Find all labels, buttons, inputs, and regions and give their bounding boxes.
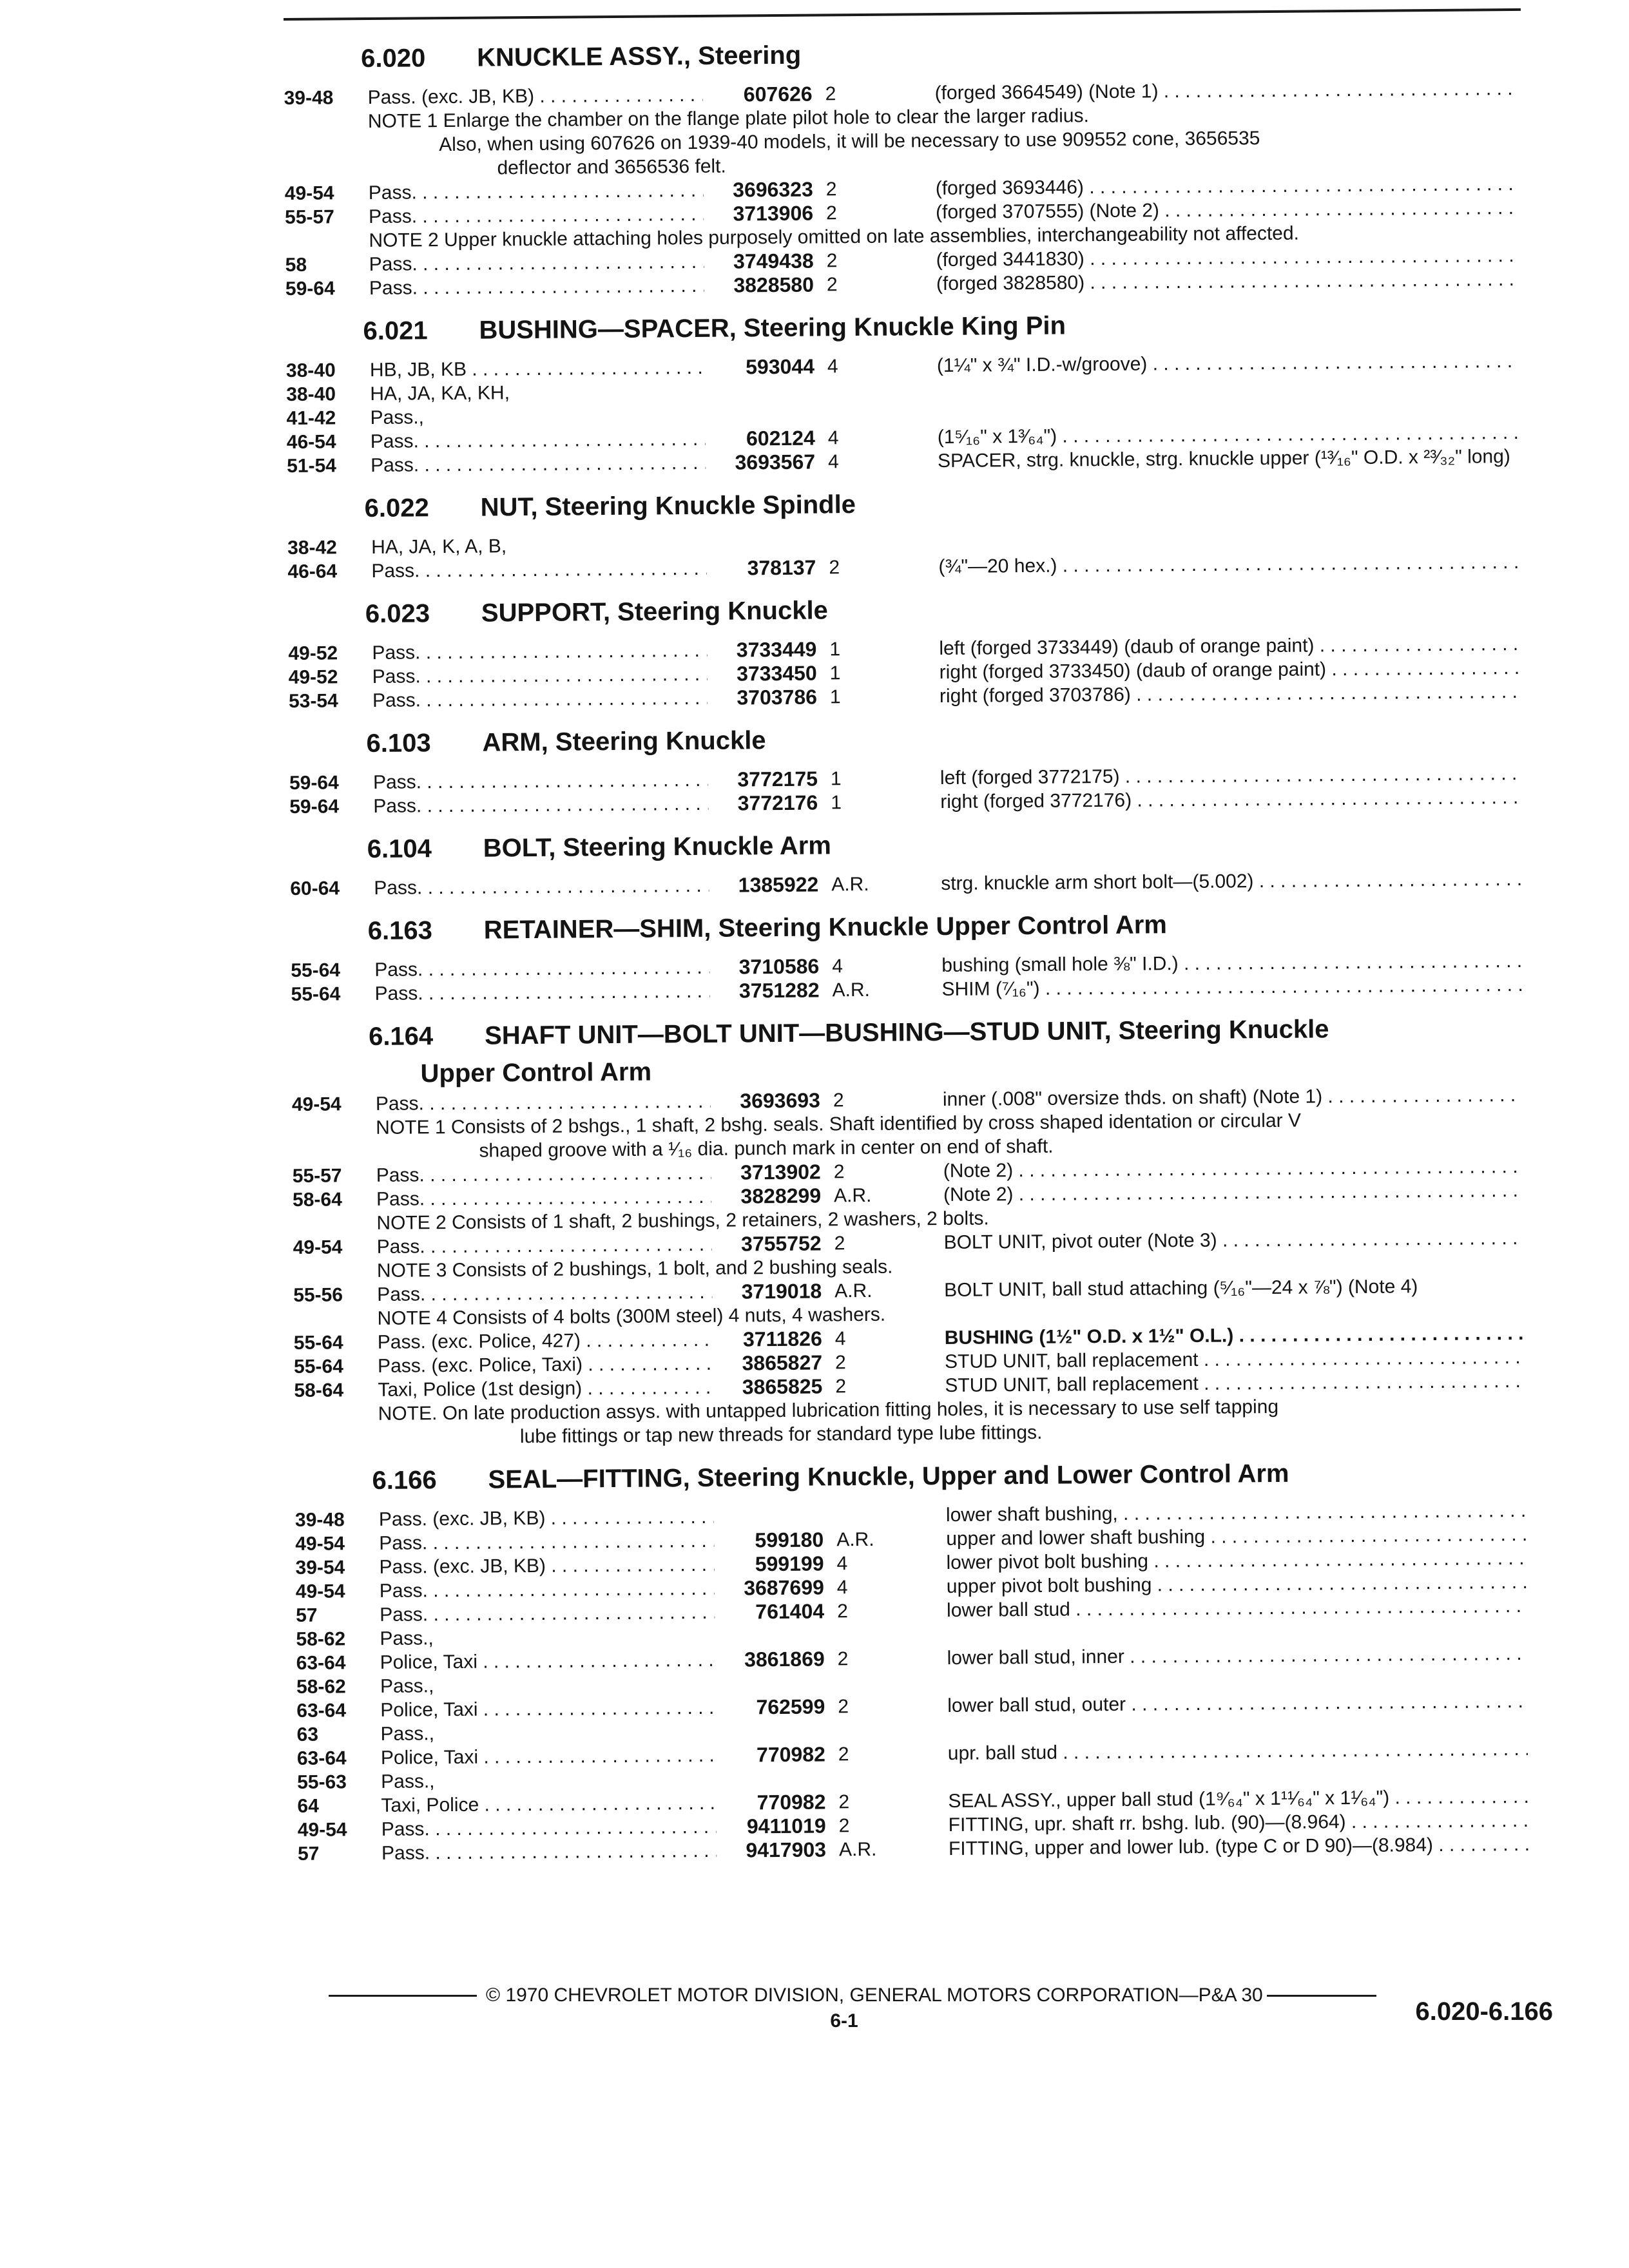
model-desc: Pass. . . . xyxy=(369,250,704,276)
section-number: 6.022 xyxy=(364,494,429,523)
note-line: NOTE 1 Enlarge the chamber on the flange plate pilot hole to clear the larger radius. xyxy=(367,105,1090,132)
model-desc: Pass. . . . xyxy=(373,768,708,794)
year-range: 55-64 xyxy=(293,1356,343,1378)
quantity: 1 xyxy=(829,686,841,708)
model-desc: Police, Taxi . . . xyxy=(381,1744,716,1770)
model-desc: Pass. . . . xyxy=(371,427,706,454)
part-note: (forged 3707555) (Note 2) . . . xyxy=(891,196,1516,225)
quantity: 4 xyxy=(827,427,839,449)
quantity: 4 xyxy=(827,451,839,473)
model-desc: Pass. (exc. JB, KB) . . . xyxy=(367,83,702,110)
part-note: (forged 3664549) (Note 1) . . . xyxy=(889,77,1514,106)
part-number: 761404 xyxy=(755,1599,825,1624)
year-range: 55-64 xyxy=(291,983,341,1005)
quantity: 2 xyxy=(829,557,840,579)
year-range: 55-64 xyxy=(293,1332,343,1354)
part-number: 602124 xyxy=(746,426,815,450)
section-number: 6.163 xyxy=(367,916,433,946)
part-number: 3693567 xyxy=(735,450,816,474)
part-number: 593044 xyxy=(746,354,815,379)
year-range: 41-42 xyxy=(286,407,336,429)
year-range: 46-64 xyxy=(287,561,338,582)
section-title: SUPPORT, Steering Knuckle xyxy=(481,596,829,628)
quantity: A.R. xyxy=(836,1528,874,1551)
model-desc: Pass., xyxy=(380,1628,434,1649)
quantity: A.R. xyxy=(831,873,869,896)
quantity: 2 xyxy=(834,1352,846,1374)
year-range: 49-54 xyxy=(291,1093,342,1115)
model-desc: Pass. . . . xyxy=(369,274,704,300)
quantity: 2 xyxy=(833,1161,845,1183)
part-note: strg. knuckle arm short bolt—(5.002) . . . xyxy=(896,867,1521,896)
model-desc: Pass. . . . xyxy=(373,792,708,818)
part-number: 770982 xyxy=(756,1742,825,1767)
footer-line xyxy=(329,1984,1553,2006)
year-range: 63-64 xyxy=(296,1700,347,1722)
part-note: SPACER, strg. knuckle, strg. knuckle upper (¹³⁄₁₆" O.D. x ²³⁄₃₂" long) xyxy=(937,446,1510,472)
part-note: lower shaft bushing, . . . xyxy=(901,1499,1526,1528)
part-number: 3865825 xyxy=(742,1374,823,1399)
part-number: 3710586 xyxy=(738,954,820,979)
year-range: 63-64 xyxy=(296,1652,346,1674)
part-note: upr. ball stud . . . xyxy=(903,1737,1528,1766)
part-note: STUD UNIT, ball replacement . . . xyxy=(900,1345,1525,1374)
model-desc: Pass., xyxy=(370,407,425,428)
quantity: A.R. xyxy=(833,1184,872,1207)
page-footer xyxy=(329,1984,1553,2032)
model-desc: HA, JA, K, A, B, xyxy=(371,535,507,558)
quantity: 4 xyxy=(836,1577,848,1599)
page-number: 6-1 xyxy=(830,2010,858,2032)
quantity: 2 xyxy=(826,274,838,296)
part-note: (¾"—20 hex.) . . . xyxy=(893,550,1518,579)
part-number: 3772175 xyxy=(737,767,818,791)
section-title: RETAINER—SHIM, Steering Knuckle Upper Control Arm xyxy=(483,910,1168,945)
model-desc: Taxi, Police . . . xyxy=(381,1791,716,1818)
note-line: shaped groove with a ¹⁄₁₆ dia. punch mark in center on end of shaft. xyxy=(479,1135,1054,1162)
part-note: SEAL ASSY., upper ball stud (1⁹⁄₆₄" x 1¹¹⁄₆₄" x 1¹⁄₆₄") . . . xyxy=(903,1785,1528,1814)
year-range: 49-54 xyxy=(284,182,334,204)
year-range: 57 xyxy=(296,1604,318,1626)
note-line: Also, when using 607626 on 1939-40 models, it will be necessary to use 909552 cone, 3656535 xyxy=(439,128,1260,156)
section-number: 6.166 xyxy=(372,1466,437,1495)
quantity: 1 xyxy=(829,662,841,684)
quantity: 2 xyxy=(837,1648,849,1670)
part-note: BUSHING (1½" O.D. x 1½" O.L.) . . . xyxy=(900,1321,1525,1350)
quantity: 4 xyxy=(834,1328,846,1350)
quantity: 2 xyxy=(838,1791,850,1813)
part-note: right (forged 3703786) . . . xyxy=(894,680,1519,709)
model-desc: Pass. . . . xyxy=(379,1529,714,1555)
model-desc: Pass. . . . xyxy=(380,1600,715,1627)
year-range: 57 xyxy=(297,1843,320,1865)
part-number: 3713906 xyxy=(733,201,814,226)
model-desc: Pass. . . . xyxy=(374,956,709,982)
quantity: 1 xyxy=(830,768,842,790)
model-desc: Pass. . . . xyxy=(369,178,704,205)
year-range: 58-64 xyxy=(294,1379,344,1401)
part-note: SHIM (⁷⁄₁₆") . . . xyxy=(896,973,1521,1002)
quantity: 4 xyxy=(827,356,838,378)
model-desc: Pass. . . . xyxy=(376,1185,711,1211)
year-range: 58-62 xyxy=(296,1676,346,1698)
part-number: 770982 xyxy=(757,1790,826,1814)
year-range: 55-56 xyxy=(293,1284,343,1306)
part-number: 607626 xyxy=(743,82,813,106)
part-number: 9417903 xyxy=(746,1838,827,1862)
quantity: 2 xyxy=(838,1696,849,1718)
model-desc: Pass. (exc. JB, KB) . . . xyxy=(379,1505,714,1532)
part-note: right (forged 3772176) . . . xyxy=(895,785,1520,814)
section-6-163 xyxy=(291,908,1554,1006)
section-title: SHAFT UNIT—BOLT UNIT—BUSHING—STUD UNIT, Steering Knuckle xyxy=(484,1015,1329,1050)
part-number: 3733449 xyxy=(736,637,817,662)
section-number: 6.020 xyxy=(360,44,426,73)
model-desc: HA, JA, KA, KH, xyxy=(370,382,510,405)
quantity: 2 xyxy=(826,250,838,272)
section-number: 6.023 xyxy=(365,599,430,629)
model-desc: Pass. . . . xyxy=(372,639,707,665)
part-number: 3693693 xyxy=(740,1088,821,1113)
year-range: 49-54 xyxy=(297,1819,347,1841)
part-number: 3861869 xyxy=(744,1647,825,1671)
section-title: ARM, Steering Knuckle xyxy=(482,726,766,757)
quantity: 2 xyxy=(835,1376,847,1398)
section-title: KNUCKLE ASSY., Steering xyxy=(476,41,802,72)
quantity: A.R. xyxy=(838,1838,877,1861)
part-note: BOLT UNIT, ball stud attaching (⁵⁄₁₆"—24 x ⅞") (Note 4) xyxy=(944,1276,1418,1302)
section-number: 6.164 xyxy=(368,1022,434,1052)
model-desc: Pass. . . . xyxy=(377,1280,712,1307)
quantity: A.R. xyxy=(832,979,871,1001)
model-desc: Pass. . . . xyxy=(377,1233,712,1259)
model-desc: Pass. . . . xyxy=(372,662,708,689)
model-desc: Pass., xyxy=(380,1675,434,1697)
quantity: 2 xyxy=(838,1744,849,1765)
part-note: upper and lower shaft bushing . . . xyxy=(901,1523,1526,1552)
model-desc: Pass. . . . xyxy=(374,874,709,900)
year-range: 59-64 xyxy=(289,796,340,818)
quantity: 2 xyxy=(825,83,836,105)
note-line: NOTE 4 Consists of 4 bolts (300M steel) 4 nuts, 4 washers. xyxy=(377,1303,886,1329)
section-range: 6.020-6.166 xyxy=(1415,1997,1553,2026)
model-desc: Pass. (exc. Police, 427) . . . xyxy=(378,1328,713,1354)
part-number: 9411019 xyxy=(746,1814,826,1838)
year-range: 49-52 xyxy=(288,666,338,688)
year-range: 53-54 xyxy=(288,690,338,712)
year-range: 49-54 xyxy=(295,1581,345,1602)
section-number: 6.104 xyxy=(367,834,432,864)
footer-rule-right xyxy=(1267,1995,1376,1997)
note-line: NOTE 2 Consists of 1 shaft, 2 bushings, 2 retainers, 2 washers, 2 bolts. xyxy=(376,1207,989,1234)
model-desc: Pass. . . . xyxy=(380,1577,715,1603)
quantity: 4 xyxy=(836,1553,848,1575)
note-line: deflector and 3656536 felt. xyxy=(497,155,726,179)
part-note: (forged 3693446) . . . xyxy=(891,172,1516,201)
model-desc: Pass. . . . xyxy=(381,1815,717,1841)
section-title: NUT, Steering Knuckle Spindle xyxy=(480,490,856,522)
note-line: NOTE 2 Upper knuckle attaching holes purposely omitted on late assemblies, interchangeability not affected. xyxy=(369,222,1300,251)
part-note: left (forged 3733449) (daub of orange paint) . . . xyxy=(894,632,1519,661)
model-desc: Pass. . . . xyxy=(374,979,709,1006)
model-desc: Taxi, Police (1st design) . . . xyxy=(378,1376,713,1402)
part-number: 3755752 xyxy=(740,1231,822,1256)
year-range: 49-52 xyxy=(288,642,338,664)
part-number: 3828580 xyxy=(733,273,815,297)
model-desc: Police, Taxi . . . xyxy=(380,1648,715,1675)
part-number: 3687699 xyxy=(744,1575,824,1600)
part-note: STUD UNIT, ball replacement . . . xyxy=(900,1369,1525,1398)
quantity: 2 xyxy=(825,178,837,200)
year-range: 39-54 xyxy=(295,1557,345,1579)
year-range: 39-48 xyxy=(284,87,334,109)
model-desc: Pass. (exc. Police, Taxi) . . . xyxy=(378,1352,713,1378)
quantity: 1 xyxy=(831,792,842,814)
model-desc: Pass. . . . xyxy=(371,451,706,477)
part-note: (1⁵⁄₁₆" x 1³⁄₆₄") . . . xyxy=(892,421,1518,450)
part-note: upper pivot bolt bushing . . . xyxy=(901,1570,1527,1599)
section-6-164 xyxy=(291,1014,1557,1450)
note-line: NOTE. On late production assys. with untapped lubrication fitting holes, it is necessary to use self tapping xyxy=(378,1396,1279,1425)
part-note: lower ball stud, inner . . . xyxy=(902,1642,1527,1671)
year-range: 49-54 xyxy=(295,1533,345,1555)
note-line: NOTE 3 Consists of 2 bushings, 1 bolt, and 2 bushing seals. xyxy=(376,1256,893,1282)
section-6-021 xyxy=(285,308,1550,478)
year-range: 63-64 xyxy=(296,1747,347,1769)
part-number: 599199 xyxy=(755,1552,824,1576)
part-number: 378137 xyxy=(747,555,816,580)
year-range: 58 xyxy=(285,254,307,276)
year-range: 58-64 xyxy=(292,1189,342,1211)
part-note: FITTING, upr. shaft rr. bshg. lub. (90)—(8.964) . . . xyxy=(903,1809,1528,1838)
section-6-104 xyxy=(290,826,1554,901)
note-line: lube fittings or tap new threads for standard type lube fittings. xyxy=(519,1421,1043,1448)
year-range: 59-64 xyxy=(285,278,335,300)
part-number: 3865827 xyxy=(742,1350,823,1375)
section-6-166 xyxy=(294,1457,1561,1866)
part-note: inner (.008" oversize thds. on shaft) (Note 1) . . . xyxy=(898,1083,1523,1112)
model-desc: Pass., xyxy=(381,1771,435,1792)
quantity: 2 xyxy=(825,202,837,224)
part-note: left (forged 3772175) . . . xyxy=(895,762,1520,791)
part-note: (forged 3828580) . . . xyxy=(891,267,1516,296)
section-6-023 xyxy=(288,591,1552,713)
year-range: 59-64 xyxy=(289,772,339,794)
part-number: 3719018 xyxy=(741,1279,822,1303)
quantity: 2 xyxy=(834,1233,845,1254)
part-number: 3703786 xyxy=(737,685,818,709)
part-note: lower ball stud, outer . . . xyxy=(902,1689,1527,1718)
section-6-166-rows xyxy=(295,1499,1561,1866)
section-number: 6.021 xyxy=(363,316,428,346)
section-6-103 xyxy=(289,720,1552,819)
part-note: lower ball stud . . . xyxy=(901,1594,1527,1623)
copyright-text: © 1970 CHEVROLET MOTOR DIVISION, GENERAL MOTORS CORPORATION—P&A 30 xyxy=(486,1984,1263,2006)
model-desc: Pass. . . . xyxy=(371,557,706,583)
part-number: 3713902 xyxy=(740,1160,821,1184)
model-desc: Pass. . . . xyxy=(372,686,708,713)
part-note: (Note 2) . . . xyxy=(898,1155,1523,1184)
year-range: 55-63 xyxy=(297,1771,347,1793)
section-title: BUSHING—SPACER, Steering Knuckle King Pin xyxy=(479,311,1066,345)
part-number: 1385922 xyxy=(738,872,819,897)
year-range: 55-64 xyxy=(291,959,341,981)
year-range: 51-54 xyxy=(287,455,336,477)
model-desc: Police, Taxi . . . xyxy=(380,1696,715,1722)
section-subtitle: Upper Control Arm xyxy=(420,1057,652,1088)
year-range: 38-40 xyxy=(286,383,336,405)
quantity: 1 xyxy=(829,639,841,660)
year-range: 38-42 xyxy=(287,537,337,559)
part-number: 3696323 xyxy=(733,177,813,202)
part-number: 3828299 xyxy=(740,1184,822,1208)
model-desc: Pass. . . . xyxy=(369,202,704,229)
year-range: 46-54 xyxy=(286,431,336,453)
model-desc: Pass. . . . xyxy=(376,1090,711,1116)
footer-rule-left xyxy=(329,1995,477,1997)
year-range: 38-40 xyxy=(285,360,336,381)
part-number: 3733450 xyxy=(736,661,817,686)
section-title: BOLT, Steering Knuckle Arm xyxy=(483,831,832,863)
quantity: 4 xyxy=(832,956,843,977)
part-note: FITTING, upper and lower lub. (type C or D 90)—(8.984) . . . xyxy=(903,1832,1528,1861)
part-number: 3772176 xyxy=(737,791,818,815)
quantity: 2 xyxy=(833,1090,844,1111)
model-desc: Pass. (exc. JB, KB) . . . xyxy=(379,1553,714,1579)
year-range: 55-57 xyxy=(292,1165,342,1187)
part-note: right (forged 3733450) (daub of orange paint) . . . xyxy=(894,656,1519,685)
model-desc: Pass., xyxy=(380,1723,435,1745)
part-number: 599180 xyxy=(755,1528,824,1552)
part-number: 3751282 xyxy=(738,978,820,1003)
quantity: 2 xyxy=(838,1815,850,1837)
part-note: (Note 2) . . . xyxy=(898,1178,1523,1207)
model-desc: Pass. . . . xyxy=(381,1839,717,1865)
part-number: 3711826 xyxy=(742,1327,822,1351)
part-note: BOLT UNIT, pivot outer (Note 3) . . . xyxy=(898,1226,1523,1255)
quantity: A.R. xyxy=(834,1280,872,1302)
part-note: (1¼" x ¾" I.D.-w/groove) . . . xyxy=(892,349,1517,378)
top-rule xyxy=(284,8,1521,21)
section-number: 6.103 xyxy=(366,729,431,758)
note-line: NOTE 1 Consists of 2 bshgs., 1 shaft, 2 bshg. seals. Shaft identified by cross shaped identation or circular V xyxy=(376,1110,1302,1139)
year-range: 55-57 xyxy=(284,206,334,228)
section-6-020 xyxy=(284,35,1548,301)
part-note: lower pivot bolt bushing . . . xyxy=(901,1546,1526,1575)
quantity: 2 xyxy=(836,1600,848,1622)
year-range: 60-64 xyxy=(290,878,340,899)
part-note: bushing (small hole ⅜" I.D.) . . . xyxy=(896,949,1521,978)
year-range: 49-54 xyxy=(293,1236,343,1258)
section-title: SEAL—FITTING, Steering Knuckle, Upper and Lower Control Arm xyxy=(488,1459,1289,1494)
model-desc: HB, JB, KB . . . xyxy=(370,356,705,382)
year-range: 63 xyxy=(296,1724,319,1745)
section-6-022 xyxy=(287,485,1550,584)
year-range: 39-48 xyxy=(294,1509,345,1531)
part-note: (forged 3441830) . . . xyxy=(891,244,1516,273)
part-number: 3749438 xyxy=(733,249,814,273)
year-range: 58-62 xyxy=(296,1628,346,1650)
model-desc: Pass. . . . xyxy=(376,1161,711,1187)
parts-list xyxy=(284,35,1561,1883)
part-number: 762599 xyxy=(756,1695,825,1719)
year-range: 64 xyxy=(297,1795,319,1817)
